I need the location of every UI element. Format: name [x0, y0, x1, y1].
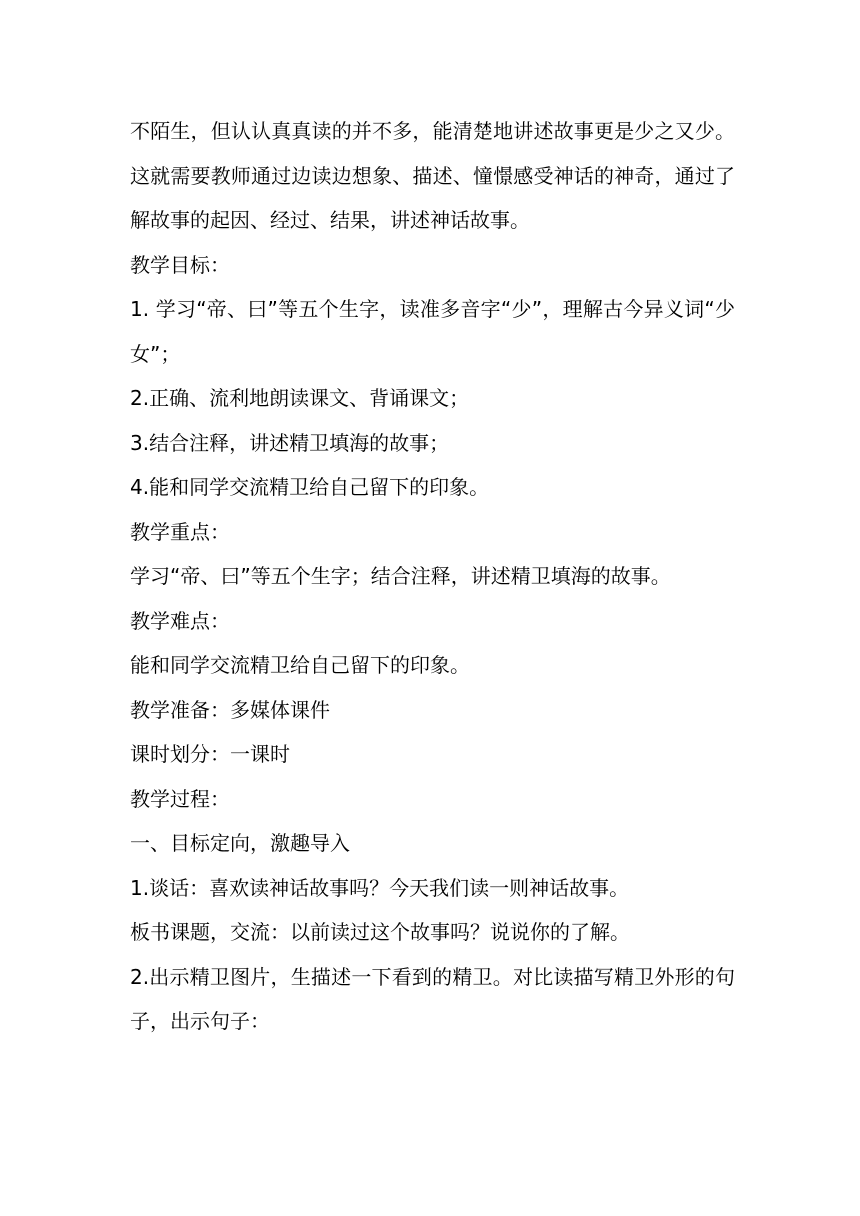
lesson-period-line: 课时划分：一课时 — [130, 742, 290, 766]
goal-item-2: 2.正确、流利地朗读课文、背诵课文； — [130, 386, 470, 410]
document-body — [130, 109, 735, 1044]
process-step-2: 2.出示精卫图片，生描述一下看到的精卫。对比读描写精卫外形的句子，出示句子： — [130, 964, 735, 1033]
process-step-1-detail: 板书课题，交流：以前读过这个故事吗？说说你的了解。 — [130, 920, 630, 944]
heading-key-points: 教学重点： — [130, 519, 230, 544]
section-heading-1: 一、目标定向，激趣导入 — [130, 831, 350, 855]
heading-teaching-process: 教学过程： — [130, 786, 230, 811]
heading-teaching-goals: 教学目标： — [130, 252, 230, 277]
goal-item-3: 3.结合注释，讲述精卫填海的故事； — [130, 430, 450, 455]
process-step-1: 1.谈话：喜欢读神话故事吗？今天我们读一则神话故事。 — [130, 875, 630, 900]
heading-difficulties: 教学难点： — [130, 608, 230, 633]
goal-item-1: 1. 学习“帝、曰”等五个生字，读准多音字“少”，理解古今异义词“少女”； — [130, 297, 735, 366]
intro-paragraph: 不陌生，但认认真真读的并不多，能清楚地讲述故事更是少之又少。这就需要教师通过边读边想象、描述、憧憬感受神话的神奇，通过了解故事的起因、经过、结果，讲述神话故事。 — [130, 119, 735, 232]
preparation-line: 教学准备：多媒体课件 — [130, 697, 330, 722]
key-points-text: 学习“帝、曰”等五个生字；结合注释，讲述精卫填海的故事。 — [130, 564, 671, 588]
difficulties-text: 能和同学交流精卫给自己留下的印象。 — [130, 653, 470, 677]
goal-item-4: 4.能和同学交流精卫给自己留下的印象。 — [130, 475, 490, 499]
